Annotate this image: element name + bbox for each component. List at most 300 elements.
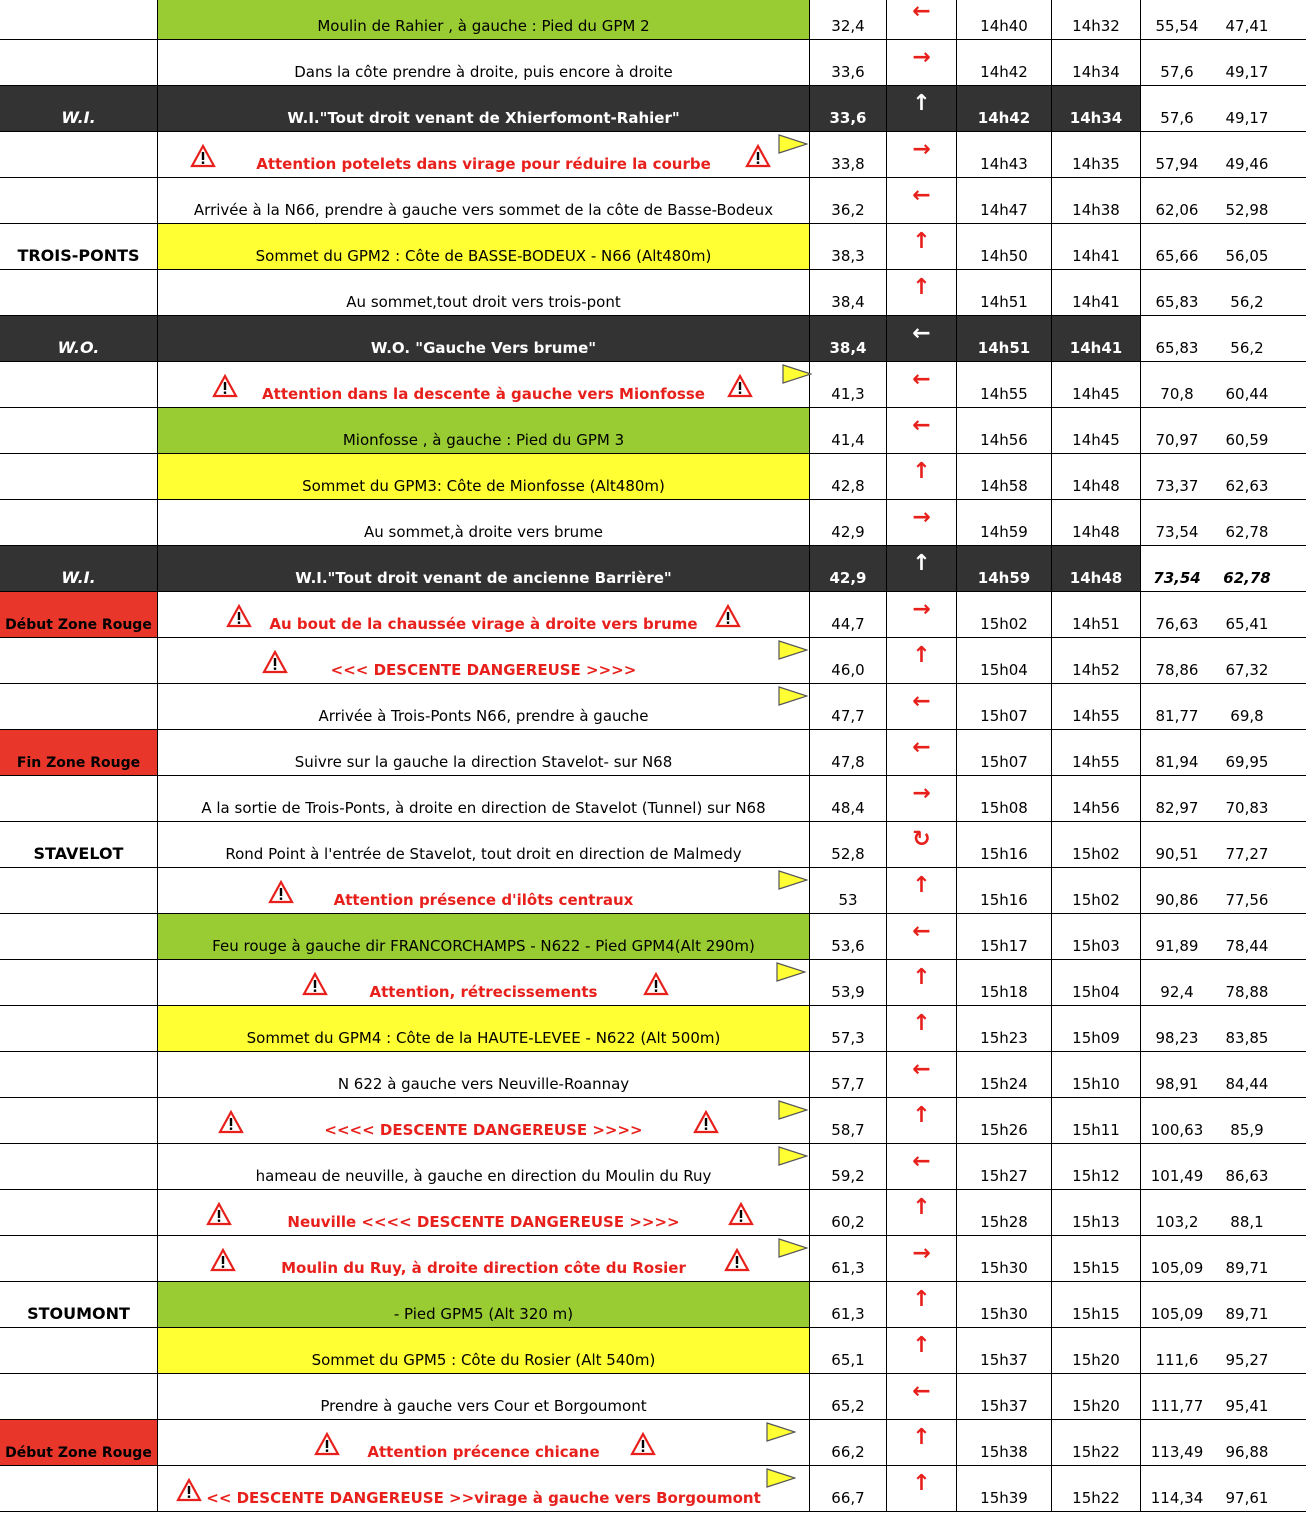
direction-up-icon: ↑ xyxy=(912,642,931,668)
time-fast-cell: 15h37 xyxy=(957,1374,1052,1419)
table-row xyxy=(0,86,1306,132)
place-cell xyxy=(0,1190,157,1235)
time-fast-cell: 15h28 xyxy=(957,1190,1052,1235)
speed-fast-cell: 62,06 xyxy=(1155,201,1199,219)
description-cell: N 622 à gauche vers Neuville-Roannay xyxy=(157,1052,810,1097)
direction-cell xyxy=(887,224,957,269)
description-cell: Au sommet,tout droit vers trois-pont xyxy=(157,270,810,315)
direction-up-icon: ↑ xyxy=(912,1010,931,1036)
km-cell: 33,8 xyxy=(810,132,887,177)
time-fast-cell: 14h43 xyxy=(957,132,1052,177)
speed-slow-cell: 49,17 xyxy=(1225,109,1269,127)
km-cell: 65,1 xyxy=(810,1328,887,1373)
table-row xyxy=(0,1466,1306,1512)
direction-left-icon: ← xyxy=(912,182,931,208)
time-slow-cell: 15h02 xyxy=(1052,868,1141,913)
direction-left-icon: ← xyxy=(912,412,931,438)
description-cell: Mionfosse , à gauche : Pied du GPM 3 xyxy=(157,408,810,453)
km-cell: 61,3 xyxy=(810,1282,887,1327)
description-cell: W.I."Tout droit venant de Xhierfomont-Rahier" xyxy=(157,86,810,131)
time-fast-cell: 14h42 xyxy=(957,40,1052,85)
km-cell: 57,7 xyxy=(810,1052,887,1097)
place-cell xyxy=(0,500,157,545)
speed-fast-cell: 111,77 xyxy=(1150,1397,1204,1415)
speed-slow-cell: 56,2 xyxy=(1230,339,1264,357)
warning-triangle-icon xyxy=(745,144,771,168)
speed-slow-cell: 52,98 xyxy=(1225,201,1269,219)
km-cell: 53,9 xyxy=(810,960,887,1005)
yellow-flag-icon xyxy=(766,1422,796,1442)
speed-slow-cell: 84,44 xyxy=(1225,1075,1269,1093)
speed-slow-cell: 69,95 xyxy=(1225,753,1269,771)
place-cell xyxy=(0,40,157,85)
place-cell xyxy=(0,776,157,821)
direction-cell xyxy=(887,316,957,361)
time-slow-cell: 15h03 xyxy=(1052,914,1141,959)
km-cell: 41,4 xyxy=(810,408,887,453)
table-row xyxy=(0,822,1306,868)
speed-fast-cell: 98,23 xyxy=(1155,1029,1199,1047)
place-cell xyxy=(0,960,157,1005)
km-cell: 66,2 xyxy=(810,1420,887,1465)
time-slow-cell: 14h35 xyxy=(1052,132,1141,177)
warning-triangle-icon xyxy=(210,1248,236,1272)
time-slow-cell: 14h48 xyxy=(1052,454,1141,499)
speed-slow-cell: 62,78 xyxy=(1223,569,1271,587)
speed-fast-cell: 101,49 xyxy=(1150,1167,1204,1185)
table-row xyxy=(0,1052,1306,1098)
km-cell: 38,4 xyxy=(810,270,887,315)
speed-slow-cell: 49,17 xyxy=(1225,63,1269,81)
place-cell xyxy=(0,638,157,683)
direction-right-icon: → xyxy=(912,136,931,162)
speed-fast-cell: 92,4 xyxy=(1160,983,1194,1001)
description-cell: Sommet du GPM4 : Côte de la HAUTE-LEVEE - N622 (Alt 500m) xyxy=(157,1006,810,1051)
time-fast-cell: 14h51 xyxy=(957,316,1052,361)
table-row xyxy=(0,1098,1306,1144)
direction-up-icon: ↑ xyxy=(912,458,931,484)
direction-cell xyxy=(887,362,957,407)
km-cell: 66,7 xyxy=(810,1466,887,1511)
place-cell xyxy=(0,132,157,177)
place-cell: Début Zone Rouge xyxy=(0,592,157,637)
direction-left-icon: ← xyxy=(912,688,931,714)
time-slow-cell: 14h32 xyxy=(1052,0,1141,39)
time-fast-cell: 15h38 xyxy=(957,1420,1052,1465)
direction-up-icon: ↑ xyxy=(912,964,931,990)
table-row xyxy=(0,1328,1306,1374)
speed-fast-cell: 55,54 xyxy=(1155,17,1199,35)
time-slow-cell: 14h45 xyxy=(1052,362,1141,407)
warning-triangle-icon xyxy=(715,604,741,628)
place-cell xyxy=(0,914,157,959)
time-fast-cell: 15h16 xyxy=(957,822,1052,867)
time-slow-cell: 14h55 xyxy=(1052,684,1141,729)
place-cell: Fin Zone Rouge xyxy=(0,730,157,775)
description-cell: A la sortie de Trois-Ponts, à droite en direction de Stavelot (Tunnel) sur N68 xyxy=(157,776,810,821)
place-cell: Début Zone Rouge xyxy=(0,1420,157,1465)
time-slow-cell: 14h34 xyxy=(1052,86,1141,131)
speed-slow-cell: 67,32 xyxy=(1225,661,1269,679)
direction-cell xyxy=(887,454,957,499)
table-row xyxy=(0,1190,1306,1236)
speed-slow-cell: 83,85 xyxy=(1225,1029,1269,1047)
description-cell: Suivre sur la gauche la direction Stavelot- sur N68 xyxy=(157,730,810,775)
time-slow-cell: 14h45 xyxy=(1052,408,1141,453)
km-cell: 47,7 xyxy=(810,684,887,729)
speed-fast-cell: 76,63 xyxy=(1155,615,1199,633)
time-slow-cell: 15h13 xyxy=(1052,1190,1141,1235)
time-slow-cell: 14h55 xyxy=(1052,730,1141,775)
warning-triangle-icon xyxy=(643,972,669,996)
description-cell: Prendre à gauche vers Cour et Borgoumont xyxy=(157,1374,810,1419)
warning-triangle-icon xyxy=(728,1202,754,1226)
km-cell: 47,8 xyxy=(810,730,887,775)
place-cell xyxy=(0,1006,157,1051)
speed-slow-cell: 77,27 xyxy=(1225,845,1269,863)
time-slow-cell: 15h12 xyxy=(1052,1144,1141,1189)
description-cell: Au bout de la chaussée virage à droite vers brume xyxy=(157,592,810,637)
speed-fast-cell: 73,54 xyxy=(1155,523,1199,541)
warning-triangle-icon xyxy=(268,880,294,904)
warning-triangle-icon xyxy=(212,374,238,398)
time-slow-cell: 15h15 xyxy=(1052,1236,1141,1281)
direction-up-icon: ↑ xyxy=(912,1424,931,1450)
description-cell: Au sommet,à droite vers brume xyxy=(157,500,810,545)
time-slow-cell: 14h34 xyxy=(1052,40,1141,85)
speed-fast-cell: 100,63 xyxy=(1150,1121,1204,1139)
km-cell: 48,4 xyxy=(810,776,887,821)
description-cell: Sommet du GPM5 : Côte du Rosier (Alt 540m) xyxy=(157,1328,810,1373)
warning-triangle-icon xyxy=(630,1432,656,1456)
direction-up-icon: ↑ xyxy=(912,1332,931,1358)
time-fast-cell: 15h30 xyxy=(957,1236,1052,1281)
direction-cell xyxy=(887,1052,957,1097)
table-row xyxy=(0,1420,1306,1466)
time-slow-cell: 14h41 xyxy=(1052,270,1141,315)
time-fast-cell: 14h56 xyxy=(957,408,1052,453)
direction-right-icon: → xyxy=(912,596,931,622)
speed-slow-cell: 62,63 xyxy=(1225,477,1269,495)
direction-left-icon: ← xyxy=(912,1148,931,1174)
warning-triangle-icon xyxy=(176,1478,202,1502)
direction-up-icon: ↑ xyxy=(912,550,931,576)
table-row xyxy=(0,1282,1306,1328)
place-cell xyxy=(0,0,157,39)
direction-cell xyxy=(887,1190,957,1235)
description-cell: Neuville <<<< DESCENTE DANGEREUSE >>>> xyxy=(157,1190,810,1235)
time-slow-cell: 14h38 xyxy=(1052,178,1141,223)
km-cell: 65,2 xyxy=(810,1374,887,1419)
direction-cell xyxy=(887,592,957,637)
direction-cell xyxy=(887,684,957,729)
place-cell xyxy=(0,1052,157,1097)
direction-cell xyxy=(887,914,957,959)
time-slow-cell: 14h41 xyxy=(1052,224,1141,269)
time-fast-cell: 15h04 xyxy=(957,638,1052,683)
table-row xyxy=(0,684,1306,730)
direction-up-icon: ↑ xyxy=(912,274,931,300)
table-row xyxy=(0,914,1306,960)
direction-cell xyxy=(887,1328,957,1373)
time-slow-cell: 15h20 xyxy=(1052,1328,1141,1373)
place-cell: W.I. xyxy=(0,86,157,131)
warning-triangle-icon xyxy=(693,1110,719,1134)
direction-right-icon: → xyxy=(912,1240,931,1266)
direction-cell xyxy=(887,270,957,315)
table-row xyxy=(0,1006,1306,1052)
speed-fast-cell: 57,6 xyxy=(1160,109,1194,127)
speed-slow-cell: 62,78 xyxy=(1225,523,1269,541)
description-cell: Moulin de Rahier , à gauche : Pied du GPM 2 xyxy=(157,0,810,39)
speed-fast-cell: 105,09 xyxy=(1150,1305,1204,1323)
place-cell: STOUMONT xyxy=(27,1304,130,1323)
warning-triangle-icon xyxy=(226,604,252,628)
direction-up-icon: ↑ xyxy=(912,872,931,898)
direction-up-icon: ↑ xyxy=(912,1470,931,1496)
yellow-flag-icon xyxy=(778,1100,808,1120)
speed-fast-cell: 81,77 xyxy=(1155,707,1199,725)
warning-triangle-icon xyxy=(190,144,216,168)
time-fast-cell: 15h16 xyxy=(957,868,1052,913)
table-row xyxy=(0,730,1306,776)
time-fast-cell: 15h07 xyxy=(957,730,1052,775)
place-cell: TROIS-PONTS xyxy=(17,246,140,265)
km-cell: 38,3 xyxy=(810,224,887,269)
direction-cell xyxy=(887,1282,957,1327)
direction-cell xyxy=(887,1236,957,1281)
speed-fast-cell: 73,54 xyxy=(1153,569,1201,587)
table-row xyxy=(0,224,1306,270)
direction-up-icon: ↑ xyxy=(912,1286,931,1312)
time-fast-cell: 14h47 xyxy=(957,178,1052,223)
time-fast-cell: 15h17 xyxy=(957,914,1052,959)
warning-triangle-icon xyxy=(206,1202,232,1226)
speed-fast-cell: 82,97 xyxy=(1155,799,1199,817)
direction-cell xyxy=(887,868,957,913)
table-row xyxy=(0,960,1306,1006)
table-row xyxy=(0,0,1306,40)
time-slow-cell: 15h04 xyxy=(1052,960,1141,1005)
km-cell: 41,3 xyxy=(810,362,887,407)
speed-slow-cell: 56,2 xyxy=(1230,293,1264,311)
direction-cell xyxy=(887,776,957,821)
time-slow-cell: 15h20 xyxy=(1052,1374,1141,1419)
time-fast-cell: 15h07 xyxy=(957,684,1052,729)
place-cell xyxy=(0,270,157,315)
speed-fast-cell: 113,49 xyxy=(1150,1443,1204,1461)
speed-slow-cell: 56,05 xyxy=(1225,247,1269,265)
time-fast-cell: 14h42 xyxy=(957,86,1052,131)
km-cell: 52,8 xyxy=(810,822,887,867)
description-cell: <<< DESCENTE DANGEREUSE >>>> xyxy=(157,638,810,683)
time-fast-cell: 15h08 xyxy=(957,776,1052,821)
time-slow-cell: 14h48 xyxy=(1052,546,1141,591)
speed-fast-cell: 90,51 xyxy=(1155,845,1199,863)
table-row xyxy=(0,592,1306,638)
speed-fast-cell: 57,6 xyxy=(1160,63,1194,81)
speed-slow-cell: 49,46 xyxy=(1225,155,1269,173)
table-row xyxy=(0,40,1306,86)
description-cell: hameau de neuville, à gauche en direction du Moulin du Ruy xyxy=(157,1144,810,1189)
yellow-flag-icon xyxy=(778,134,808,154)
speed-slow-cell: 77,56 xyxy=(1225,891,1269,909)
time-slow-cell: 15h02 xyxy=(1052,822,1141,867)
direction-left-icon: ← xyxy=(912,366,931,392)
warning-triangle-icon xyxy=(314,1432,340,1456)
speed-fast-cell: 70,97 xyxy=(1155,431,1199,449)
place-cell xyxy=(0,454,157,499)
direction-left-icon: ← xyxy=(912,1056,931,1082)
direction-cell xyxy=(887,1374,957,1419)
speed-fast-cell: 57,94 xyxy=(1155,155,1199,173)
speed-slow-cell: 47,41 xyxy=(1225,17,1269,35)
km-cell: 38,4 xyxy=(810,316,887,361)
time-fast-cell: 15h37 xyxy=(957,1328,1052,1373)
warning-triangle-icon xyxy=(262,650,288,674)
time-slow-cell: 15h11 xyxy=(1052,1098,1141,1143)
km-cell: 33,6 xyxy=(810,40,887,85)
place-cell xyxy=(0,178,157,223)
speed-slow-cell: 78,44 xyxy=(1225,937,1269,955)
direction-right-icon: → xyxy=(912,780,931,806)
time-fast-cell: 15h24 xyxy=(957,1052,1052,1097)
direction-up-icon: ↑ xyxy=(912,1102,931,1128)
time-fast-cell: 14h50 xyxy=(957,224,1052,269)
speed-fast-cell: 73,37 xyxy=(1155,477,1199,495)
place-cell xyxy=(0,868,157,913)
time-slow-cell: 14h48 xyxy=(1052,500,1141,545)
time-fast-cell: 14h58 xyxy=(957,454,1052,499)
place-cell xyxy=(0,362,157,407)
yellow-flag-icon xyxy=(766,1468,796,1488)
table-row xyxy=(0,1144,1306,1190)
description-cell: Feu rouge à gauche dir FRANCORCHAMPS - N622 - Pied GPM4(Alt 290m) xyxy=(157,914,810,959)
place-cell xyxy=(0,1098,157,1143)
description-cell: << DESCENTE DANGEREUSE >>virage à gauche vers Borgoumont xyxy=(157,1466,810,1511)
speed-fast-cell: 65,66 xyxy=(1155,247,1199,265)
description-cell: Attention précence chicane xyxy=(157,1420,810,1465)
time-fast-cell: 15h26 xyxy=(957,1098,1052,1143)
warning-triangle-icon xyxy=(302,972,328,996)
time-slow-cell: 15h15 xyxy=(1052,1282,1141,1327)
direction-left-icon: ← xyxy=(912,0,931,24)
yellow-flag-icon xyxy=(778,686,808,706)
time-slow-cell: 15h09 xyxy=(1052,1006,1141,1051)
place-cell xyxy=(0,1466,157,1511)
direction-cell xyxy=(887,178,957,223)
speed-slow-cell: 60,44 xyxy=(1225,385,1269,403)
place-cell xyxy=(0,1236,157,1281)
direction-round-icon: ↻ xyxy=(912,826,931,852)
speed-slow-cell: 96,88 xyxy=(1225,1443,1269,1461)
direction-cell xyxy=(887,1466,957,1511)
time-fast-cell: 14h51 xyxy=(957,270,1052,315)
speed-slow-cell: 95,41 xyxy=(1225,1397,1269,1415)
speed-fast-cell: 91,89 xyxy=(1155,937,1199,955)
direction-cell xyxy=(887,1098,957,1143)
table-row xyxy=(0,454,1306,500)
table-row xyxy=(0,546,1306,592)
description-cell: Rond Point à l'entrée de Stavelot, tout droit en direction de Malmedy xyxy=(157,822,810,867)
time-slow-cell: 15h10 xyxy=(1052,1052,1141,1097)
time-fast-cell: 14h55 xyxy=(957,362,1052,407)
time-fast-cell: 15h30 xyxy=(957,1282,1052,1327)
km-cell: 46,0 xyxy=(810,638,887,683)
km-cell: 42,8 xyxy=(810,454,887,499)
direction-left-icon: ← xyxy=(912,320,931,346)
place-cell xyxy=(0,408,157,453)
description-cell: Sommet du GPM2 : Côte de BASSE-BODEUX - N66 (Alt480m) xyxy=(157,224,810,269)
direction-cell xyxy=(887,960,957,1005)
table-row xyxy=(0,868,1306,914)
speed-slow-cell: 86,63 xyxy=(1225,1167,1269,1185)
time-fast-cell: 14h40 xyxy=(957,0,1052,39)
direction-cell xyxy=(887,132,957,177)
direction-cell xyxy=(887,500,957,545)
km-cell: 36,2 xyxy=(810,178,887,223)
table-row xyxy=(0,408,1306,454)
direction-cell xyxy=(887,546,957,591)
speed-slow-cell: 69,8 xyxy=(1230,707,1264,725)
speed-fast-cell: 98,91 xyxy=(1155,1075,1199,1093)
km-cell: 57,3 xyxy=(810,1006,887,1051)
direction-up-icon: ↑ xyxy=(912,90,931,116)
speed-slow-cell: 89,71 xyxy=(1225,1259,1269,1277)
place-cell: W.O. xyxy=(0,316,157,361)
description-cell: Attention présence d'ilôts centraux xyxy=(157,868,810,913)
km-cell: 44,7 xyxy=(810,592,887,637)
description-cell: Attention potelets dans virage pour réduire la courbe xyxy=(157,132,810,177)
place-cell xyxy=(0,1144,157,1189)
direction-cell xyxy=(887,730,957,775)
time-fast-cell: 14h59 xyxy=(957,546,1052,591)
warning-triangle-icon xyxy=(724,1248,750,1272)
table-row xyxy=(0,132,1306,178)
description-cell: Arrivée à Trois-Ponts N66, prendre à gauche xyxy=(157,684,810,729)
km-cell: 42,9 xyxy=(810,500,887,545)
km-cell: 58,7 xyxy=(810,1098,887,1143)
speed-fast-cell: 105,09 xyxy=(1150,1259,1204,1277)
speed-fast-cell: 114,34 xyxy=(1150,1489,1204,1507)
speed-fast-cell: 103,2 xyxy=(1155,1213,1199,1231)
table-row xyxy=(0,776,1306,822)
speed-slow-cell: 60,59 xyxy=(1225,431,1269,449)
speed-slow-cell: 65,41 xyxy=(1225,615,1269,633)
speed-slow-cell: 78,88 xyxy=(1225,983,1269,1001)
direction-cell xyxy=(887,638,957,683)
direction-cell xyxy=(887,1144,957,1189)
yellow-flag-icon xyxy=(778,1146,808,1166)
direction-cell xyxy=(887,408,957,453)
description-cell: - Pied GPM5 (Alt 320 m) xyxy=(157,1282,810,1327)
speed-slow-cell: 97,61 xyxy=(1225,1489,1269,1507)
speed-fast-cell: 111,6 xyxy=(1155,1351,1199,1369)
km-cell: 53,6 xyxy=(810,914,887,959)
description-cell: <<<< DESCENTE DANGEREUSE >>>> xyxy=(157,1098,810,1143)
description-cell: Arrivée à la N66, prendre à gauche vers sommet de la côte de Basse-Bodeux xyxy=(157,178,810,223)
time-slow-cell: 15h22 xyxy=(1052,1466,1141,1511)
km-cell: 42,9 xyxy=(810,546,887,591)
speed-fast-cell: 81,94 xyxy=(1155,753,1199,771)
description-cell: Attention, rétrecissements xyxy=(157,960,810,1005)
time-fast-cell: 15h27 xyxy=(957,1144,1052,1189)
place-cell xyxy=(0,1374,157,1419)
warning-triangle-icon xyxy=(727,374,753,398)
table-row xyxy=(0,178,1306,224)
speed-slow-cell: 88,1 xyxy=(1230,1213,1264,1231)
km-cell: 60,2 xyxy=(810,1190,887,1235)
